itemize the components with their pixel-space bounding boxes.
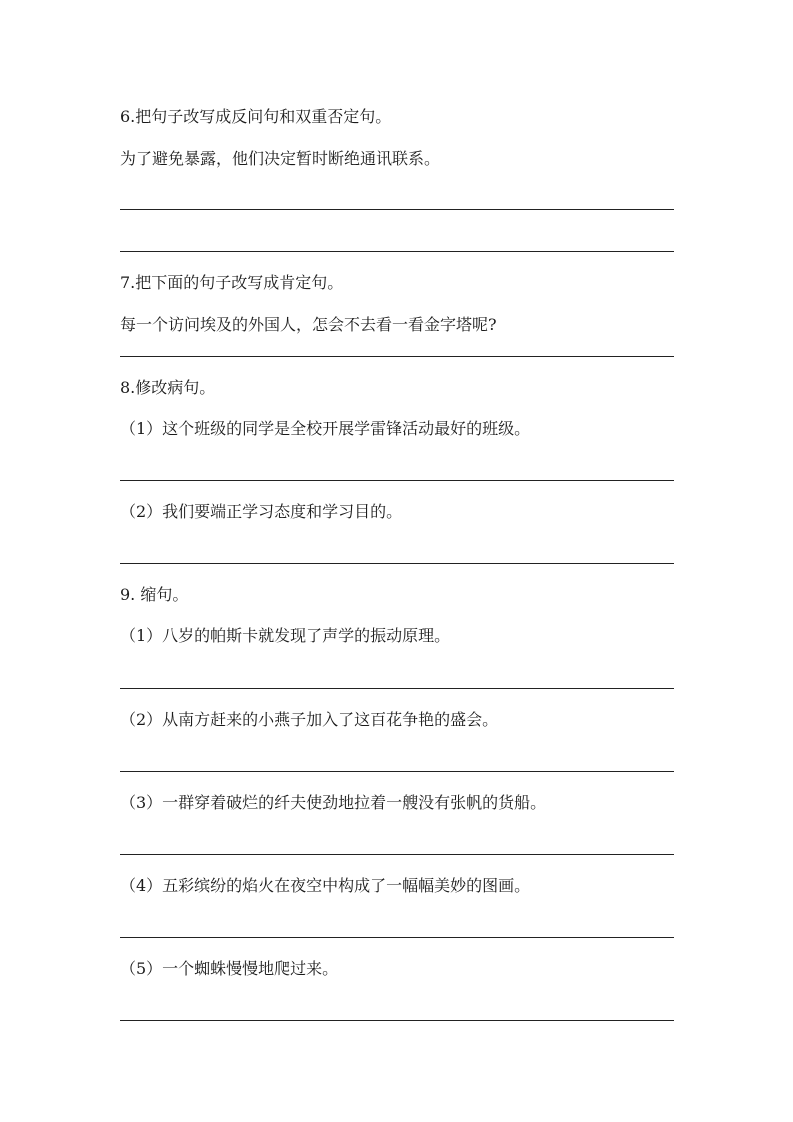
q9-title: 9. 缩句。 (120, 585, 189, 604)
q8-title: 8.修改病句。 (120, 378, 216, 397)
q8-item-1: （1）这个班级的同学是全校开展学雷锋活动最好的班级。 (120, 419, 531, 438)
answer-line (120, 1020, 674, 1021)
q9-item-2: （2）从南方赶来的小燕子加入了这百花争艳的盛会。 (120, 710, 499, 729)
answer-line (120, 771, 674, 772)
q6-title: 6.把句子改写成反问句和双重否定句。 (120, 107, 392, 126)
answer-line (120, 480, 674, 481)
q9-item-4: （4）五彩缤纷的焰火在夜空中构成了一幅幅美妙的图画。 (120, 876, 531, 895)
q9-item-1: （1）八岁的帕斯卡就发现了声学的振动原理。 (120, 626, 451, 645)
answer-line (120, 209, 674, 210)
q8-item-2: （2）我们要端正学习态度和学习目的。 (120, 502, 403, 521)
answer-line (120, 688, 674, 689)
q7-sentence: 每一个访问埃及的外国人，怎会不去看一看金字塔呢? (120, 315, 497, 334)
answer-line (120, 251, 674, 252)
answer-line (120, 356, 674, 357)
answer-line (120, 854, 674, 855)
answer-line (120, 563, 674, 564)
q6-sentence: 为了避免暴露，他们决定暂时断绝通讯联系。 (120, 149, 441, 168)
answer-line (120, 937, 674, 938)
q7-title: 7.把下面的句子改写成肯定句。 (120, 273, 344, 292)
q9-item-3: （3）一群穿着破烂的纤夫使劲地拉着一艘没有张帆的货船。 (120, 793, 547, 812)
q9-item-5: （5）一个蜘蛛慢慢地爬过来。 (120, 959, 339, 978)
